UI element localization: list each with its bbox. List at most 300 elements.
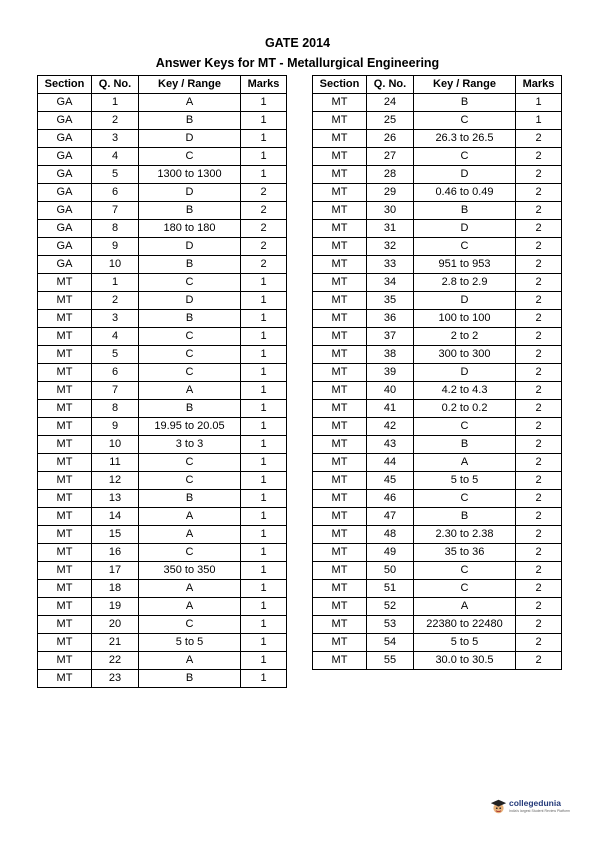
table-row	[38, 652, 287, 670]
table-row	[38, 436, 287, 454]
question-number-cell: 1	[92, 274, 139, 292]
answer-key-cell: D	[414, 364, 516, 382]
section-cell: GA	[38, 166, 92, 184]
answer-key-cell: 26.3 to 26.5	[414, 130, 516, 148]
question-number-cell: 8	[92, 400, 139, 418]
answer-key-cell: 5 to 5	[414, 472, 516, 490]
question-number-cell: 14	[92, 508, 139, 526]
table-row	[313, 472, 562, 490]
marks-cell: 2	[516, 148, 562, 166]
table-row	[38, 238, 287, 256]
table-row	[313, 364, 562, 382]
question-number-cell: 20	[92, 616, 139, 634]
section-cell: GA	[38, 94, 92, 112]
answer-key-cell: C	[139, 328, 241, 346]
section-cell: MT	[38, 544, 92, 562]
question-number-cell: 45	[367, 472, 414, 490]
answer-key-cell: C	[139, 148, 241, 166]
table-row	[38, 508, 287, 526]
question-number-cell: 5	[92, 346, 139, 364]
answer-key-cell: 100 to 100	[414, 310, 516, 328]
marks-cell: 1	[241, 274, 287, 292]
answer-key-cell: A	[414, 598, 516, 616]
question-number-cell: 43	[367, 436, 414, 454]
answer-key-cell: C	[414, 148, 516, 166]
marks-cell: 2	[516, 400, 562, 418]
marks-cell: 1	[241, 310, 287, 328]
marks-cell: 2	[516, 130, 562, 148]
table-row	[313, 400, 562, 418]
question-number-cell: 17	[92, 562, 139, 580]
section-cell: MT	[313, 238, 367, 256]
marks-cell: 1	[241, 364, 287, 382]
section-cell: GA	[38, 202, 92, 220]
marks-cell: 2	[516, 508, 562, 526]
question-number-cell: 48	[367, 526, 414, 544]
question-number-cell: 31	[367, 220, 414, 238]
table-row	[313, 256, 562, 274]
section-cell: MT	[38, 634, 92, 652]
column-header-key: Key / Range	[139, 76, 241, 94]
table-row	[313, 616, 562, 634]
table-row	[313, 418, 562, 436]
table-row	[38, 490, 287, 508]
answer-key-cell: A	[139, 598, 241, 616]
section-cell: MT	[38, 454, 92, 472]
question-number-cell: 53	[367, 616, 414, 634]
section-cell: MT	[38, 562, 92, 580]
marks-cell: 2	[516, 454, 562, 472]
table-row	[313, 202, 562, 220]
marks-cell: 1	[241, 94, 287, 112]
marks-cell: 1	[241, 130, 287, 148]
question-number-cell: 12	[92, 472, 139, 490]
marks-cell: 1	[241, 148, 287, 166]
section-cell: GA	[38, 184, 92, 202]
answer-key-cell: A	[139, 526, 241, 544]
table-row	[38, 598, 287, 616]
table-row	[38, 418, 287, 436]
answer-key-cell: 4.2 to 4.3	[414, 382, 516, 400]
question-number-cell: 10	[92, 436, 139, 454]
marks-cell: 2	[516, 202, 562, 220]
marks-cell: 2	[516, 256, 562, 274]
section-cell: MT	[313, 436, 367, 454]
marks-cell: 2	[516, 652, 562, 670]
table-row	[38, 616, 287, 634]
answer-key-cell: 5 to 5	[139, 634, 241, 652]
column-header-marks: Marks	[516, 76, 562, 94]
question-number-cell: 39	[367, 364, 414, 382]
marks-cell: 2	[241, 202, 287, 220]
answer-key-cell: A	[414, 454, 516, 472]
answer-key-cell: A	[139, 508, 241, 526]
graduation-cap-mascot-icon	[490, 798, 507, 815]
table-row	[313, 220, 562, 238]
answer-key-cell: C	[139, 346, 241, 364]
section-cell: MT	[313, 148, 367, 166]
marks-cell: 1	[241, 292, 287, 310]
section-cell: MT	[38, 490, 92, 508]
answer-key-cell: 22380 to 22480	[414, 616, 516, 634]
question-number-cell: 9	[92, 418, 139, 436]
answer-key-cell: D	[139, 238, 241, 256]
section-cell: MT	[313, 472, 367, 490]
answer-key-cell: 1300 to 1300	[139, 166, 241, 184]
marks-cell: 1	[241, 436, 287, 454]
table-row	[313, 292, 562, 310]
question-number-cell: 51	[367, 580, 414, 598]
answer-key-cell: C	[139, 472, 241, 490]
table-row	[313, 274, 562, 292]
table-row	[313, 112, 562, 130]
table-row	[38, 472, 287, 490]
section-cell: GA	[38, 256, 92, 274]
answer-key-cell: C	[414, 418, 516, 436]
section-cell: MT	[38, 328, 92, 346]
answer-key-cell: 180 to 180	[139, 220, 241, 238]
question-number-cell: 30	[367, 202, 414, 220]
section-cell: MT	[313, 274, 367, 292]
question-number-cell: 11	[92, 454, 139, 472]
table-row	[313, 328, 562, 346]
marks-cell: 1	[241, 418, 287, 436]
answer-key-cell: 0.2 to 0.2	[414, 400, 516, 418]
table-row	[313, 544, 562, 562]
answer-key-cell: A	[139, 382, 241, 400]
table-row	[38, 454, 287, 472]
question-number-cell: 52	[367, 598, 414, 616]
question-number-cell: 38	[367, 346, 414, 364]
section-cell: MT	[38, 526, 92, 544]
table-row	[38, 580, 287, 598]
section-cell: MT	[313, 454, 367, 472]
question-number-cell: 9	[92, 238, 139, 256]
marks-cell: 2	[516, 490, 562, 508]
marks-cell: 1	[241, 508, 287, 526]
page-title: GATE 2014	[264, 36, 331, 50]
question-number-cell: 23	[92, 670, 139, 688]
section-cell: GA	[38, 220, 92, 238]
answer-key-cell: D	[139, 130, 241, 148]
table-row	[38, 544, 287, 562]
table-row	[38, 274, 287, 292]
marks-cell: 1	[241, 562, 287, 580]
table-row	[38, 112, 287, 130]
marks-cell: 1	[241, 112, 287, 130]
section-cell: GA	[38, 238, 92, 256]
section-cell: MT	[313, 130, 367, 148]
answer-key-cell: 0.46 to 0.49	[414, 184, 516, 202]
section-cell: MT	[313, 202, 367, 220]
marks-cell: 2	[241, 184, 287, 202]
marks-cell: 2	[516, 562, 562, 580]
answer-key-cell: B	[139, 490, 241, 508]
marks-cell: 2	[241, 220, 287, 238]
section-cell: MT	[38, 580, 92, 598]
section-cell: MT	[38, 364, 92, 382]
section-cell: MT	[38, 616, 92, 634]
table-row	[313, 562, 562, 580]
section-cell: MT	[38, 418, 92, 436]
section-cell: MT	[38, 274, 92, 292]
marks-cell: 2	[516, 364, 562, 382]
column-header-marks: Marks	[241, 76, 287, 94]
table-header-row	[313, 76, 562, 94]
marks-cell: 1	[241, 616, 287, 634]
marks-cell: 1	[241, 472, 287, 490]
table-row	[313, 148, 562, 166]
table-row	[38, 364, 287, 382]
question-number-cell: 33	[367, 256, 414, 274]
section-cell: MT	[313, 508, 367, 526]
table-row	[313, 598, 562, 616]
question-number-cell: 24	[367, 94, 414, 112]
table-header-row	[38, 76, 287, 94]
question-number-cell: 6	[92, 184, 139, 202]
question-number-cell: 40	[367, 382, 414, 400]
marks-cell: 2	[516, 328, 562, 346]
question-number-cell: 10	[92, 256, 139, 274]
question-number-cell: 47	[367, 508, 414, 526]
table-row	[38, 256, 287, 274]
answer-key-cell: 30.0 to 30.5	[414, 652, 516, 670]
table-row	[38, 526, 287, 544]
section-cell: MT	[38, 346, 92, 364]
marks-cell: 1	[241, 490, 287, 508]
section-cell: MT	[313, 166, 367, 184]
question-number-cell: 55	[367, 652, 414, 670]
question-number-cell: 44	[367, 454, 414, 472]
section-cell: MT	[38, 310, 92, 328]
answer-key-cell: 3 to 3	[139, 436, 241, 454]
marks-cell: 1	[241, 346, 287, 364]
marks-cell: 1	[241, 454, 287, 472]
question-number-cell: 28	[367, 166, 414, 184]
marks-cell: 1	[241, 652, 287, 670]
table-row	[38, 328, 287, 346]
section-cell: MT	[313, 112, 367, 130]
column-header-qno: Q. No.	[367, 76, 414, 94]
answer-key-cell: C	[414, 490, 516, 508]
marks-cell: 2	[516, 580, 562, 598]
question-number-cell: 37	[367, 328, 414, 346]
answer-key-cell: C	[414, 562, 516, 580]
marks-cell: 2	[516, 184, 562, 202]
table-row	[313, 238, 562, 256]
table-row	[313, 184, 562, 202]
column-header-qno: Q. No.	[92, 76, 139, 94]
marks-cell: 1	[241, 598, 287, 616]
marks-cell: 2	[241, 256, 287, 274]
table-row	[313, 508, 562, 526]
question-number-cell: 7	[92, 202, 139, 220]
marks-cell: 2	[516, 418, 562, 436]
answer-key-cell: C	[139, 364, 241, 382]
section-cell: MT	[313, 652, 367, 670]
table-row	[38, 382, 287, 400]
question-number-cell: 34	[367, 274, 414, 292]
question-number-cell: 54	[367, 634, 414, 652]
section-cell: MT	[38, 436, 92, 454]
marks-cell: 2	[516, 238, 562, 256]
answer-key-cell: A	[139, 652, 241, 670]
section-cell: MT	[313, 418, 367, 436]
table-row	[38, 148, 287, 166]
answer-key-cell: 300 to 300	[414, 346, 516, 364]
question-number-cell: 4	[92, 148, 139, 166]
marks-cell: 2	[516, 346, 562, 364]
question-number-cell: 49	[367, 544, 414, 562]
answer-key-cell: 35 to 36	[414, 544, 516, 562]
section-cell: MT	[313, 598, 367, 616]
question-number-cell: 2	[92, 292, 139, 310]
table-row	[38, 670, 287, 688]
answer-key-cell: D	[414, 166, 516, 184]
marks-cell: 1	[241, 328, 287, 346]
table-row	[38, 202, 287, 220]
question-number-cell: 13	[92, 490, 139, 508]
answer-key-table-left	[37, 75, 287, 688]
question-number-cell: 6	[92, 364, 139, 382]
answer-key-cell: A	[139, 580, 241, 598]
question-number-cell: 19	[92, 598, 139, 616]
marks-cell: 1	[241, 544, 287, 562]
question-number-cell: 15	[92, 526, 139, 544]
section-cell: MT	[313, 364, 367, 382]
question-number-cell: 26	[367, 130, 414, 148]
answer-key-cell: B	[139, 310, 241, 328]
logo-brand-text: collegedunia	[509, 798, 561, 808]
marks-cell: 1	[241, 166, 287, 184]
section-cell: MT	[38, 472, 92, 490]
section-cell: MT	[313, 256, 367, 274]
table-row	[313, 130, 562, 148]
question-number-cell: 29	[367, 184, 414, 202]
answer-key-cell: 951 to 953	[414, 256, 516, 274]
answer-key-cell: 2.8 to 2.9	[414, 274, 516, 292]
answer-key-cell: C	[414, 580, 516, 598]
answer-key-cell: B	[414, 202, 516, 220]
section-cell: MT	[38, 382, 92, 400]
question-number-cell: 3	[92, 130, 139, 148]
table-row	[38, 562, 287, 580]
answer-key-cell: B	[139, 400, 241, 418]
table-row	[313, 490, 562, 508]
answer-key-cell: D	[414, 220, 516, 238]
answer-key-cell: C	[139, 616, 241, 634]
answer-key-cell: C	[139, 274, 241, 292]
marks-cell: 2	[516, 526, 562, 544]
marks-cell: 2	[516, 472, 562, 490]
answer-key-cell: 350 to 350	[139, 562, 241, 580]
marks-cell: 2	[516, 544, 562, 562]
answer-key-cell: B	[139, 670, 241, 688]
table-row	[313, 652, 562, 670]
table-row	[38, 400, 287, 418]
answer-key-cell: C	[414, 112, 516, 130]
answer-key-cell: 5 to 5	[414, 634, 516, 652]
section-cell: MT	[313, 580, 367, 598]
question-number-cell: 5	[92, 166, 139, 184]
marks-cell: 2	[516, 310, 562, 328]
logo-tagline: India's largest Student Review Platform	[509, 809, 570, 813]
marks-cell: 2	[241, 238, 287, 256]
table-row	[38, 130, 287, 148]
section-cell: MT	[313, 616, 367, 634]
table-row	[313, 94, 562, 112]
marks-cell: 1	[241, 526, 287, 544]
section-cell: MT	[313, 382, 367, 400]
answer-key-cell: B	[139, 112, 241, 130]
table-row	[313, 580, 562, 598]
marks-cell: 2	[516, 598, 562, 616]
table-row	[38, 94, 287, 112]
section-cell: GA	[38, 130, 92, 148]
question-number-cell: 21	[92, 634, 139, 652]
answer-key-cell: 19.95 to 20.05	[139, 418, 241, 436]
answer-key-cell: C	[139, 454, 241, 472]
answer-key-cell: 2.30 to 2.38	[414, 526, 516, 544]
section-cell: MT	[38, 292, 92, 310]
question-number-cell: 50	[367, 562, 414, 580]
marks-cell: 2	[516, 634, 562, 652]
answer-key-cell: C	[414, 238, 516, 256]
answer-key-cell: A	[139, 94, 241, 112]
table-row	[313, 166, 562, 184]
table-row	[313, 382, 562, 400]
marks-cell: 2	[516, 274, 562, 292]
marks-cell: 1	[516, 94, 562, 112]
marks-cell: 2	[516, 220, 562, 238]
marks-cell: 1	[241, 580, 287, 598]
marks-cell: 1	[241, 634, 287, 652]
question-number-cell: 41	[367, 400, 414, 418]
table-row	[313, 346, 562, 364]
table-row	[313, 310, 562, 328]
section-cell: MT	[313, 310, 367, 328]
question-number-cell: 8	[92, 220, 139, 238]
marks-cell: 2	[516, 292, 562, 310]
marks-cell: 2	[516, 616, 562, 634]
answer-key-cell: D	[139, 184, 241, 202]
answer-key-cell: D	[414, 292, 516, 310]
section-cell: MT	[313, 400, 367, 418]
table-row	[38, 346, 287, 364]
question-number-cell: 2	[92, 112, 139, 130]
section-cell: MT	[313, 490, 367, 508]
collegedunia-logo	[490, 796, 570, 820]
marks-cell: 2	[516, 166, 562, 184]
marks-cell: 1	[516, 112, 562, 130]
section-cell: MT	[313, 220, 367, 238]
section-cell: MT	[313, 184, 367, 202]
answer-key-cell: D	[139, 292, 241, 310]
table-row	[313, 436, 562, 454]
section-cell: GA	[38, 112, 92, 130]
section-cell: MT	[313, 634, 367, 652]
answer-key-table-right	[312, 75, 562, 670]
section-cell: MT	[313, 562, 367, 580]
table-row	[38, 292, 287, 310]
question-number-cell: 36	[367, 310, 414, 328]
question-number-cell: 7	[92, 382, 139, 400]
section-cell: MT	[38, 508, 92, 526]
question-number-cell: 4	[92, 328, 139, 346]
answer-key-cell: B	[414, 436, 516, 454]
section-cell: MT	[313, 544, 367, 562]
answer-key-cell: C	[139, 544, 241, 562]
